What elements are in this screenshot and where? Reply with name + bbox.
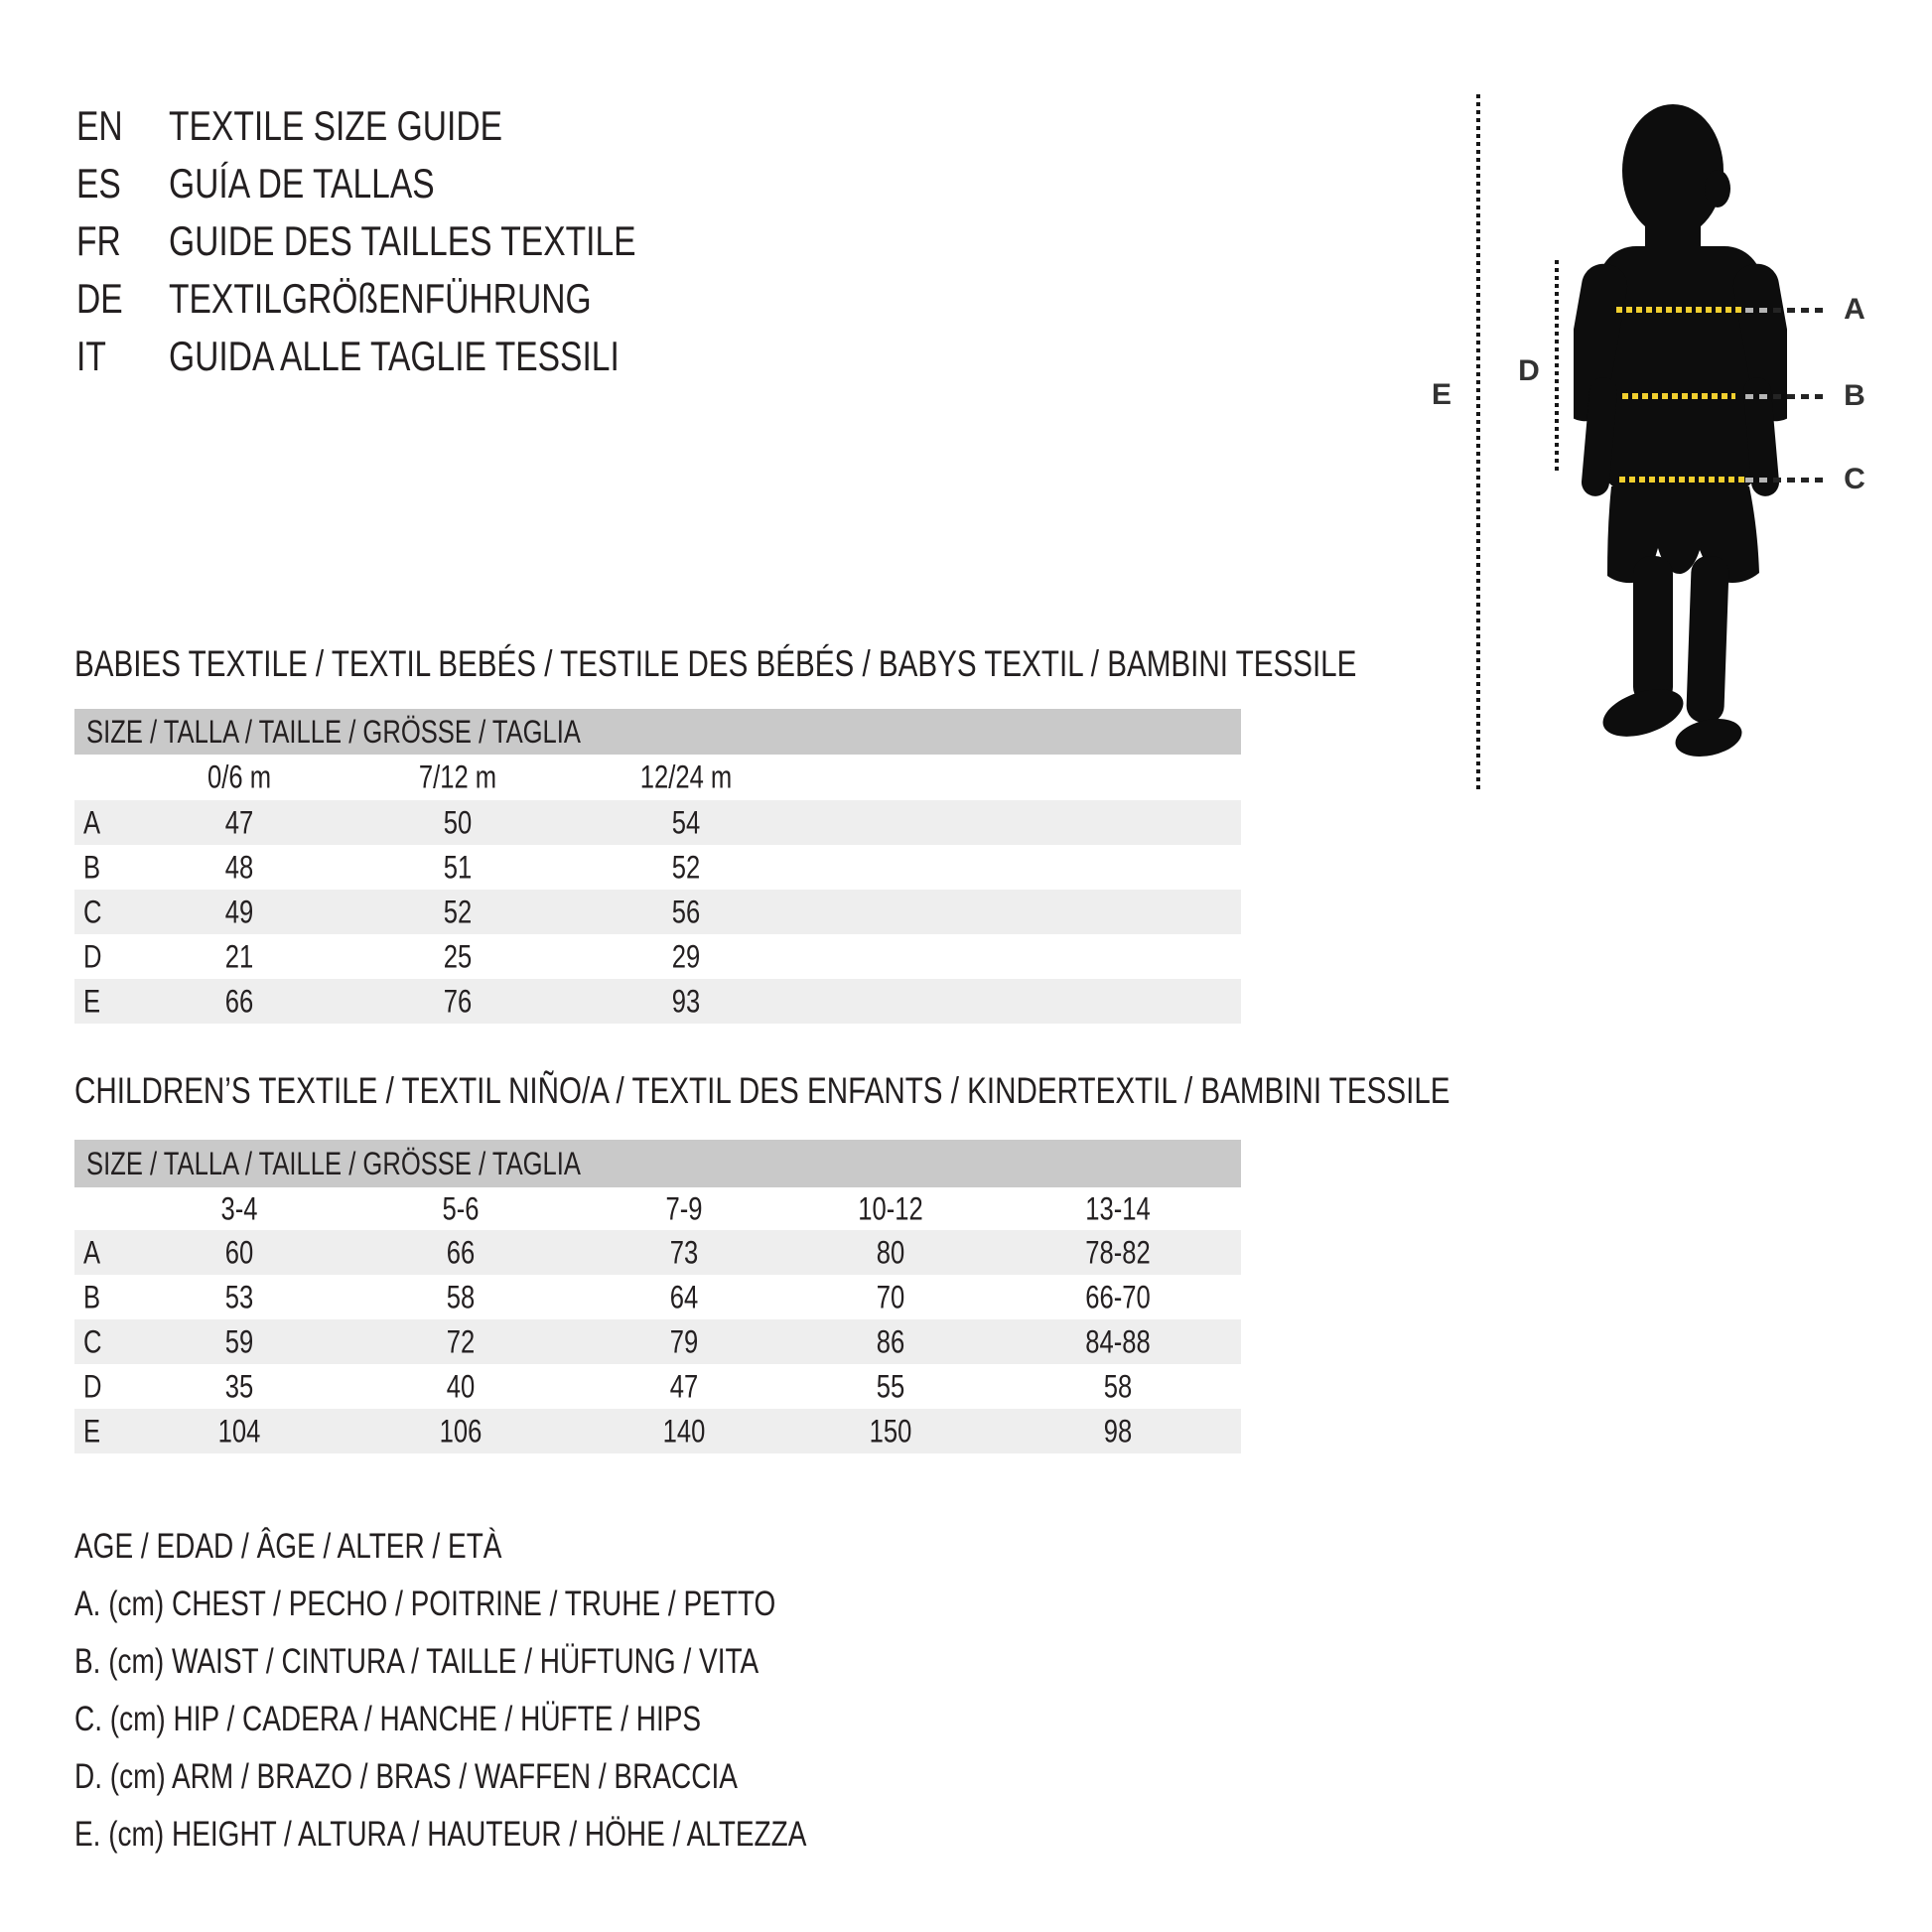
chest-measure-dashes-black <box>1773 308 1823 313</box>
arm-measure-line-d <box>1555 260 1559 471</box>
hip-measure-dashes-fade <box>1745 478 1769 483</box>
babies-section-title: BABIES TEXTILE / TEXTIL BEBÉS / TESTILE DES BÉBÉS / BABYS TEXTIL / BAMBINI TESSILE <box>74 643 1357 684</box>
children-col-10-12: 10-12 <box>858 1190 923 1226</box>
lang-row-en <box>76 97 753 155</box>
lang-code-de: DE <box>76 275 123 322</box>
waist-measure-dashes-black <box>1773 394 1823 399</box>
lang-code-es: ES <box>76 160 121 207</box>
children-col-7-9: 7-9 <box>665 1190 703 1226</box>
height-measure-line-e <box>1476 94 1480 789</box>
measure-label-a: A <box>1844 293 1865 326</box>
measurement-legend <box>74 1518 990 1863</box>
children-col-5-6: 5-6 <box>442 1190 480 1226</box>
measure-label-d: D <box>1518 354 1540 387</box>
lang-row-es <box>76 155 753 212</box>
babies-col-7-12m: 7/12 m <box>418 759 497 795</box>
measure-label-c: C <box>1844 463 1865 495</box>
lang-code-it: IT <box>76 333 106 379</box>
waist-measure-dashes-fade <box>1745 394 1769 399</box>
table-row: B 53 58 64 70 66-70 <box>83 1279 1151 1314</box>
children-size-table <box>74 1140 1241 1453</box>
babies-column-header-row <box>74 755 1241 800</box>
lang-row-fr <box>76 212 753 270</box>
table-row: E 66 76 93 <box>74 979 1241 1024</box>
babies-col-12-24m: 12/24 m <box>639 759 733 795</box>
legend-line-waist: B. (cm) WAIST / CINTURA / TAILLE / HÜFTUNG / VITA <box>74 1642 759 1681</box>
measure-label-e: E <box>1431 378 1451 411</box>
legend-line-hip: C. (cm) HIP / CADERA / HANCHE / HÜFTE / HIPS <box>74 1700 702 1738</box>
lang-title-fr: GUIDE DES TAILLES TEXTILE <box>169 217 636 264</box>
lang-code-fr: FR <box>76 217 121 264</box>
babies-col-0-6m: 0/6 m <box>207 759 272 795</box>
chest-measure-dashes-yellow <box>1616 307 1741 313</box>
measure-label-b: B <box>1844 379 1865 412</box>
waist-measure-dashes-yellow <box>1622 393 1735 399</box>
table-row: D 35 40 47 55 58 <box>83 1368 1133 1404</box>
children-column-header-row <box>74 1187 1241 1230</box>
hip-measure-dashes-yellow <box>1619 477 1745 483</box>
table-row: B 48 51 52 <box>83 849 701 885</box>
lang-title-it: GUIDA ALLE TAGLIE TESSILI <box>169 333 620 379</box>
legend-line-age: AGE / EDAD / ÂGE / ALTER / ETÀ <box>74 1527 502 1566</box>
lang-code-en: EN <box>76 102 123 149</box>
table-row: C 49 52 56 <box>74 890 1241 934</box>
lang-row-it <box>76 328 753 385</box>
table-row: E 104 106 140 150 98 <box>74 1409 1241 1453</box>
language-title-list <box>76 97 753 385</box>
lang-title-es: GUÍA DE TALLAS <box>169 160 435 207</box>
hip-measure-dashes-black <box>1773 478 1823 483</box>
table-row: D 21 25 29 <box>83 938 701 974</box>
chest-measure-dashes-fade <box>1745 308 1769 313</box>
children-col-3-4: 3-4 <box>220 1190 258 1226</box>
babies-size-header-bar: SIZE / TALLA / TAILLE / GRÖSSE / TAGLIA <box>74 709 1241 755</box>
children-size-header-bar: SIZE / TALLA / TAILLE / GRÖSSE / TAGLIA <box>74 1140 1241 1187</box>
legend-line-height: E. (cm) HEIGHT / ALTURA / HAUTEUR / HÖHE / ALTEZZA <box>74 1815 807 1854</box>
babies-size-table <box>74 709 1241 1024</box>
lang-title-en: TEXTILE SIZE GUIDE <box>169 102 503 149</box>
legend-line-arm: D. (cm) ARM / BRAZO / BRAS / WAFFEN / BRACCIA <box>74 1757 738 1796</box>
table-row: A 47 50 54 <box>74 800 1241 845</box>
table-row: C 59 72 79 86 84-88 <box>74 1319 1241 1364</box>
silhouette-shorts <box>1607 486 1759 583</box>
lang-title-de: TEXTILGRÖßENFÜHRUNG <box>169 275 592 322</box>
children-col-13-14: 13-14 <box>1085 1190 1151 1226</box>
table-row: A 60 66 73 80 78-82 <box>74 1230 1241 1275</box>
legend-line-chest: A. (cm) CHEST / PECHO / POITRINE / TRUHE / PETTO <box>74 1585 776 1623</box>
lang-row-de <box>76 270 753 328</box>
children-section-title: CHILDREN’S TEXTILE / TEXTIL NIÑO/A / TEXTIL DES ENFANTS / KINDERTEXTIL / BAMBINI TESSILE <box>74 1070 1450 1111</box>
